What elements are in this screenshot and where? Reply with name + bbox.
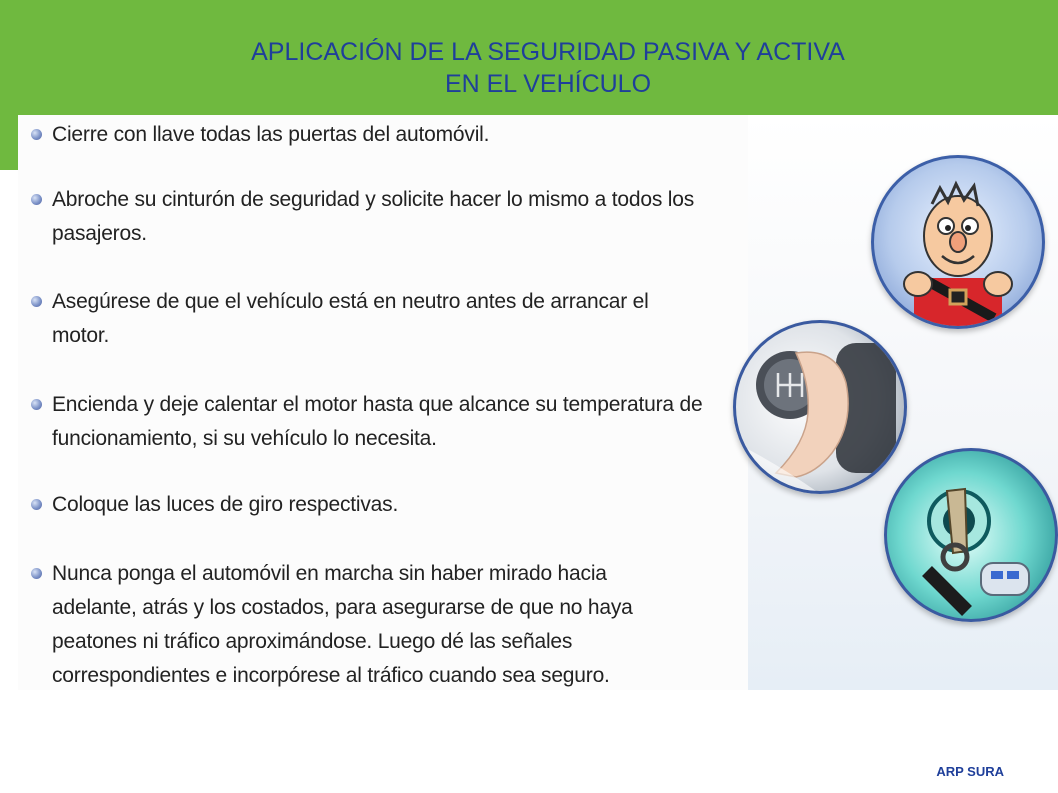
bullet-dot-icon xyxy=(31,194,42,205)
bullet-item xyxy=(52,557,662,690)
bullet-item xyxy=(52,388,722,456)
bullet-item xyxy=(52,285,692,353)
bullet-dot-icon xyxy=(31,129,42,140)
bullet-text: Encienda y deje calentar el motor hasta que alcance su temperatura de funcionamiento, si su vehículo lo necesita. xyxy=(52,393,703,450)
bullet-dot-icon xyxy=(31,499,42,510)
bullet-text: Abroche su cinturón de seguridad y solicite hacer lo mismo a todos los pasajeros. xyxy=(52,188,695,245)
title-line-2: EN EL VEHÍCULO xyxy=(444,70,652,98)
bullet-text: Coloque las luces de giro respectivas. xyxy=(52,493,399,516)
gear-shift-icon xyxy=(733,320,907,494)
page-title xyxy=(120,36,976,100)
bullet-item xyxy=(52,183,712,251)
footer-brand: ARP SURA xyxy=(936,764,1004,779)
slide-content-image xyxy=(18,115,1058,690)
seatbelt-cartoon-icon xyxy=(871,155,1045,329)
bullet-item xyxy=(52,488,732,522)
bullet-item xyxy=(52,118,732,152)
bullet-text: Cierre con llave todas las puertas del automóvil. xyxy=(52,123,490,146)
ignition-key-icon xyxy=(884,448,1058,622)
bullet-text: Asegúrese de que el vehículo está en neutro antes de arrancar el motor. xyxy=(52,290,649,347)
bullet-text: Nunca ponga el automóvil en marcha sin haber mirado hacia adelante, atrás y los costados, para asegurarse de que no haya peatones ni tráfico aproximándose. Luego dé las señales correspondientes e incorpórese al tráfico cuando sea seguro. xyxy=(52,562,633,687)
bullet-dot-icon xyxy=(31,296,42,307)
bullet-dot-icon xyxy=(31,399,42,410)
bullet-dot-icon xyxy=(31,568,42,579)
title-line-1: APLICACIÓN DE LA SEGURIDAD PASIVA Y ACTIVA xyxy=(251,38,845,66)
header-side-stub xyxy=(0,115,18,170)
